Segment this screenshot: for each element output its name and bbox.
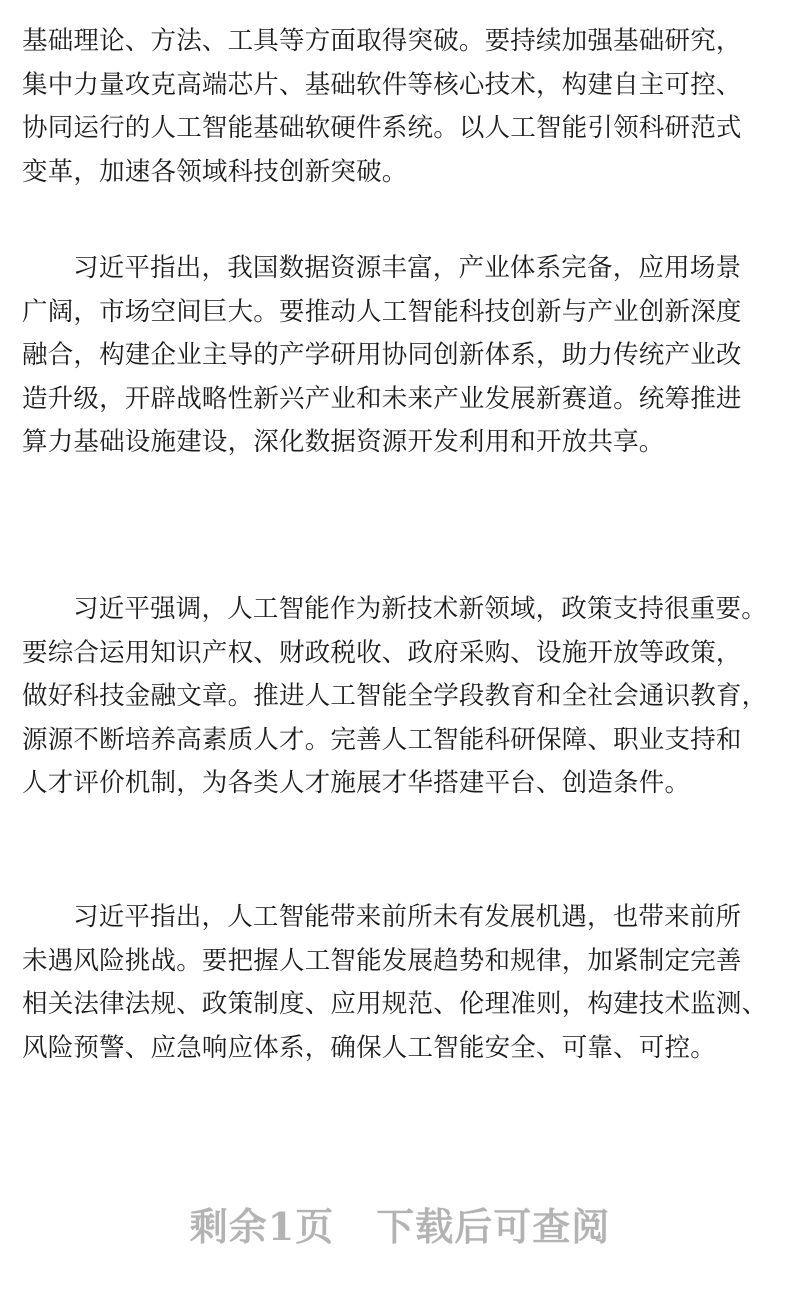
paragraph-line: 人才评价机制，为各类人才施展才华搭建平台、创造条件。 [22, 768, 691, 798]
paragraph-line: 要综合运用知识产权、财政税收、政府采购、设施开放等政策， [22, 637, 742, 668]
paragraph-line: 造升级，开辟战略性新兴产业和未来产业发展新赛道。统筹推进 [22, 383, 742, 414]
paragraph-line: 集中力量攻克高端芯片、基础软件等核心技术，构建自主可控、 [22, 69, 742, 100]
paragraph-line: 习近平强调，人工智能作为新技术新领域，政策支持很重要。 [73, 594, 767, 624]
paragraph-2 [22, 247, 742, 465]
paragraph-line: 未遇风险挑战。要把握人工智能发展趋势和规律，加紧制定完善 [22, 945, 742, 976]
paragraph-1 [22, 20, 742, 194]
paragraph-line: 协同运行的人工智能基础软硬件系统。以人工智能引领科研范式 [22, 113, 742, 143]
paragraph-line: 广阔，市场空间巨大。要推动人工智能科技创新与产业创新深度 [22, 296, 742, 327]
paragraph-line: 基础理论、方法、工具等方面取得突破。要持续加强基础研究， [22, 26, 742, 56]
paragraph-line: 做好科技金融文章。推进人工智能全学段教育和全社会通识教育， [22, 681, 768, 711]
paragraph-4 [22, 896, 767, 1070]
paragraph-line: 算力基础设施建设，深化数据资源开发利用和开放共享。 [22, 427, 665, 457]
paragraph-line: 源源不断培养高素质人才。完善人工智能科研保障、职业支持和 [22, 724, 742, 755]
remaining-pages-label[interactable]: 剩余1页 [189, 1204, 335, 1249]
paragraph-line: 习近平指出，我国数据资源丰富，产业体系完备，应用场景 [73, 253, 742, 283]
download-prompt[interactable] [0, 1196, 800, 1251]
paragraph-line: 相关法律法规、政策制度、应用规范、伦理准则，构建技术监测、 [22, 989, 768, 1019]
download-to-read-label[interactable]: 下载后可查阅 [376, 1204, 611, 1249]
paragraph-line: 风险预警、应急响应体系，确保人工智能安全、可靠、可控。 [22, 1032, 716, 1063]
paragraph-line: 变革，加速各领域科技创新突破。 [22, 156, 408, 187]
paragraph-3 [22, 588, 767, 806]
paragraph-line: 习近平指出，人工智能带来前所未有发展机遇，也带来前所 [73, 902, 742, 932]
paragraph-line: 融合，构建企业主导的产学研用协同创新体系，助力传统产业改 [22, 340, 742, 370]
